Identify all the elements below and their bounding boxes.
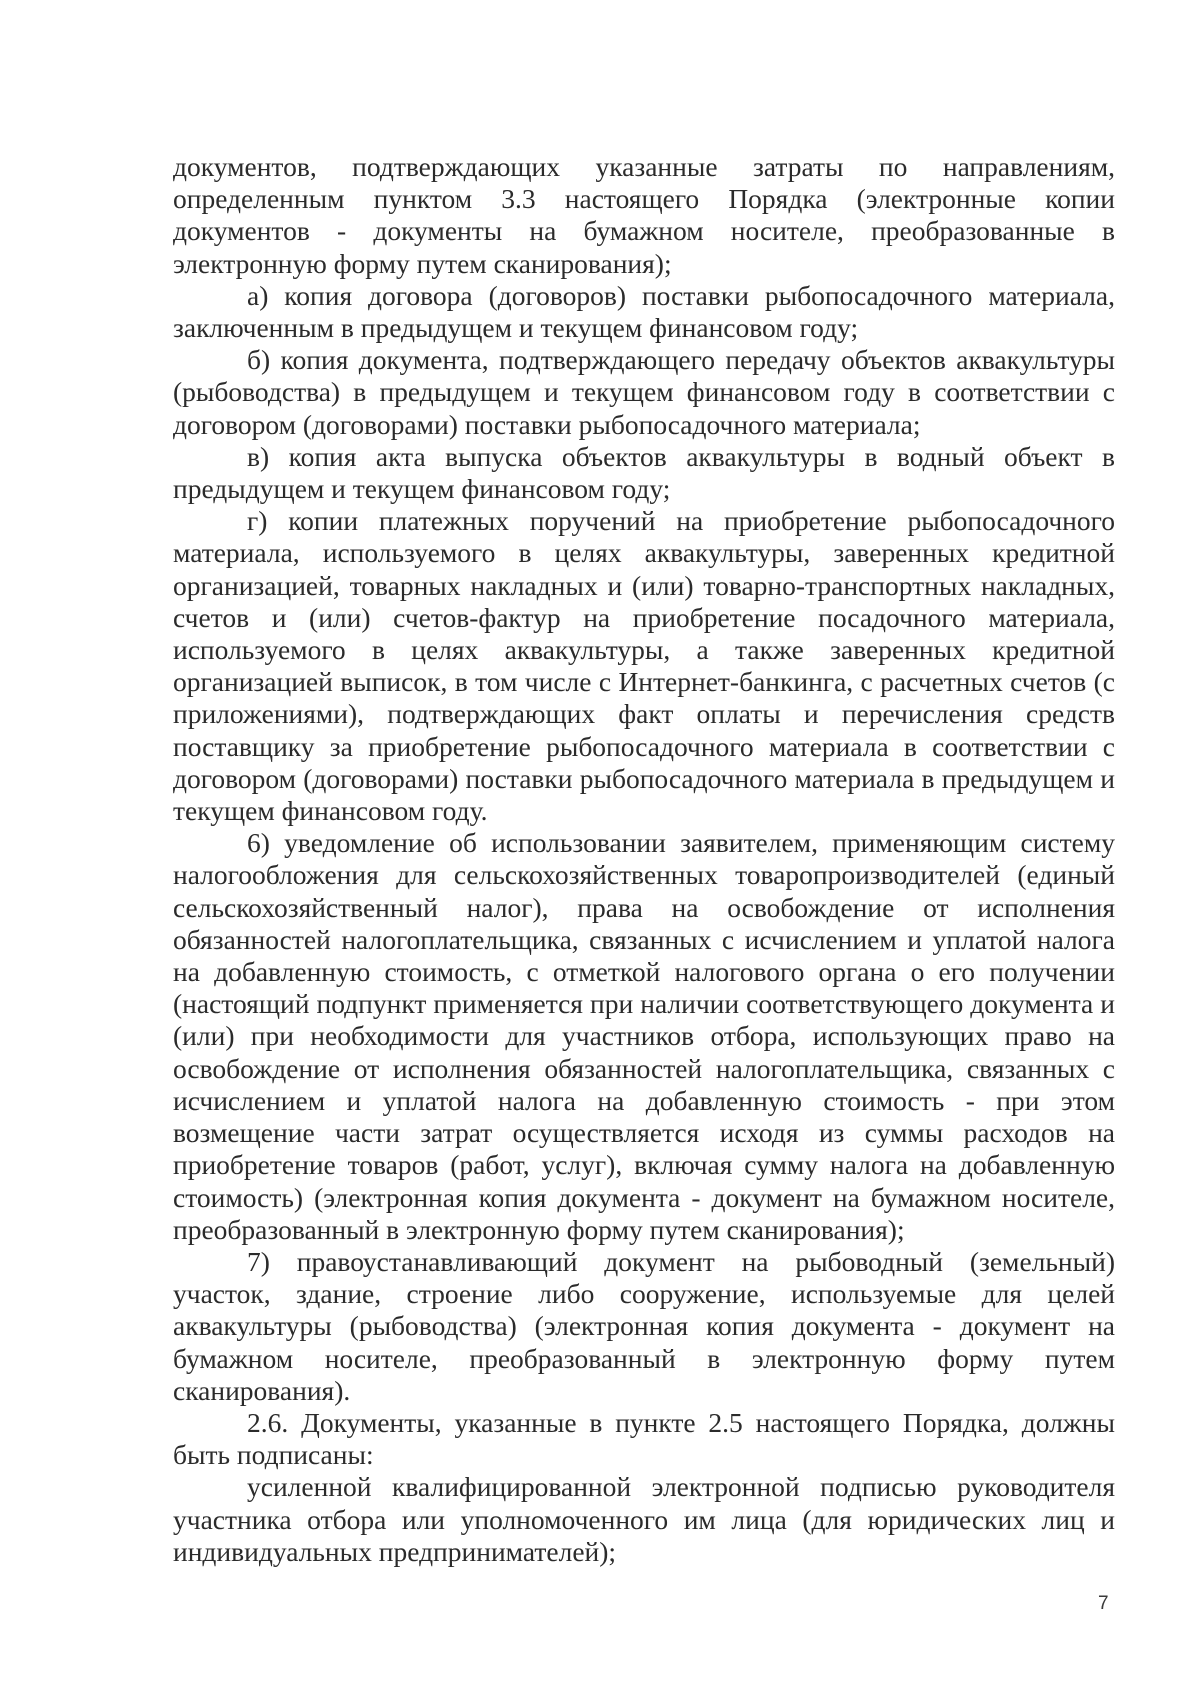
- paragraph-item-6: 6) уведомление об использовании заявителем, применяющим систему налогообложения для сельскохозяйственных товаропроизводителей (единый сельскохозяйственный налог), права на освобождение от исполнения обязанностей налогоплательщика, связанных с исчислением и уплатой налога на добавленную стоимость, с отметкой налогового органа о его получении (настоящий подпункт применяется при наличии соответствующего документа и (или) при необходимости для участников отбора, использующих право на освобождение от исполнения обязанностей налогоплательщика, связанных с исчислением и уплатой налога на добавленную стоимость - при этом возмещение части затрат осуществляется исходя из суммы расходов на приобретение товаров (работ, услуг), включая сумму налога на добавленную стоимость) (электронная копия документа - документ на бумажном носителе, преобразованный в электронную форму путем сканирования);: [173, 827, 1115, 1245]
- paragraph-section-2-6: 2.6. Документы, указанные в пункте 2.5 настоящего Порядка, должны быть подписаны:: [173, 1406, 1115, 1471]
- paragraph-signature-requirement: усиленной квалифицированной электронной подписью руководителя участника отбора или уполномоченного им лица (для юридических лиц и индивидуальных предпринимателей);: [173, 1471, 1115, 1567]
- paragraph-continuation: документов, подтверждающих указанные затраты по направлениям, определенным пунктом 3.3 настоящего Порядка (электронные копии документов - документы на бумажном носителе, преобразованные в электронную форму путем сканирования);: [173, 151, 1115, 279]
- paragraph-item-b: б) копия документа, подтверждающего передачу объектов аквакультуры (рыбоводства) в предыдущем и текущем финансовом году в соответствии с договором (договорами) поставки рыбопосадочного материала;: [173, 344, 1115, 440]
- paragraph-item-7: 7) правоустанавливающий документ на рыбоводный (земельный) участок, здание, строение либо сооружение, используемые для целей аквакультуры (рыбоводства) (электронная копия документа - документ на бумажном носителе, преобразованный в электронную форму путем сканирования).: [173, 1245, 1115, 1406]
- document-body: [173, 151, 1115, 1568]
- paragraph-item-a: а) копия договора (договоров) поставки рыбопосадочного материала, заключенным в предыдущем и текущем финансовом году;: [173, 279, 1115, 344]
- paragraph-item-g: г) копии платежных поручений на приобретение рыбопосадочного материала, используемого в целях аквакультуры, заверенных кредитной организацией, товарных накладных и (или) товарно-транспортных накладных, счетов и (или) счетов-фактур на приобретение посадочного материала, используемого в целях аквакультуры, а также заверенных кредитной организацией выписок, в том числе с Интернет-банкинга, с расчетных счетов (с приложениями), подтверждающих факт оплаты и перечисления средств поставщику за приобретение рыбопосадочного материала в соответствии с договором (договорами) поставки рыбопосадочного материала в предыдущем и текущем финансовом году.: [173, 505, 1115, 827]
- paragraph-item-v: в) копия акта выпуска объектов аквакультуры в водный объект в предыдущем и текущем финансовом году;: [173, 440, 1115, 505]
- page-number: 7: [1098, 1593, 1109, 1614]
